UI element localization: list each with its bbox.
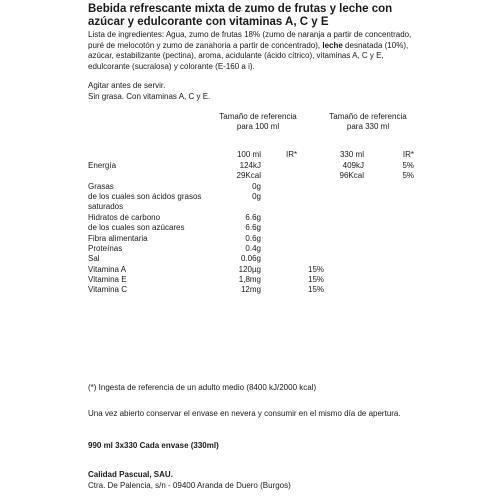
- table-row: [88, 234, 416, 244]
- subheader-ir-1: IR*: [286, 150, 298, 160]
- row-label: Energía: [88, 160, 117, 170]
- table-row: [88, 285, 416, 295]
- subheader-100ml: 100 ml: [236, 150, 261, 160]
- row-label: Vitamina C: [88, 285, 127, 295]
- row-ir-100ml: 15%: [308, 264, 325, 274]
- row-label: Proteínas: [88, 243, 123, 253]
- storage-instructions: Una vez abierto conservar el envase en nevera y consumir en el mismo día de apertura.: [88, 409, 401, 418]
- table-row: [88, 161, 416, 171]
- table-row: [88, 213, 416, 223]
- row-value-100ml: 0g: [252, 191, 261, 201]
- row-label: de los cuales son ácidos grasos: [88, 191, 202, 201]
- row-value-100ml: 0g: [252, 181, 261, 191]
- ingredients-allergen: leche: [322, 40, 343, 50]
- row-ir-100ml: 15%: [308, 285, 325, 295]
- header-100ml: Tamaño de referencia para 100 ml: [219, 112, 297, 132]
- row-value-100ml: 120µg: [238, 264, 261, 274]
- row-value-100ml: 1,8mg: [238, 275, 261, 285]
- company-name: Calidad Pascual, SAU.: [88, 470, 173, 479]
- ingredients-text-1: Lista de ingredientes: Agua, zumo de frutas 18% (zumo de naranja a partir de concentrado, puré de melocotón y zumo de zanahoria a partir de concentrado),: [88, 30, 412, 50]
- volume-info: 990 ml 3x330 Cada envase (330ml): [88, 441, 219, 450]
- row-ir-100ml: 15%: [308, 275, 325, 285]
- ingredients-text-2: desnatada (10%), azúcar, estabilizante (pectina), aroma, acidulante (ácido cítrico), vitaminas A, C y E, edulcorante (sucralosa) y colorante (E-160 a i).: [88, 40, 409, 71]
- table-row: [88, 275, 416, 285]
- company-address: Ctra. De Palencia, s/n - 09400 Aranda de Duero (Burgos): [88, 481, 291, 490]
- ingredients-list: [88, 30, 416, 72]
- table-row: [88, 182, 416, 192]
- subheader-330ml: 330 ml: [339, 150, 364, 160]
- table-row: [88, 223, 416, 233]
- row-ir-330ml: 5%: [402, 160, 414, 170]
- row-value-100ml: 12mg: [240, 285, 261, 295]
- header-330ml: Tamaño de referencia para 330 ml: [329, 112, 407, 132]
- product-title: Bebida refrescante mixta de zumo de frutas y leche con azúcar y edulcorante con vitaminas A, C y E: [88, 3, 393, 28]
- row-value-100ml: 124kJ: [239, 160, 261, 170]
- footnote: (*) Ingesta de referencia de un adulto medio (8400 kJ/2000 kcal): [88, 383, 317, 392]
- row-label: de los cuales son azúcares: [88, 223, 185, 233]
- fat-free-note: Sin grasa. Con vitaminas A, C y E.: [88, 91, 211, 101]
- row-ir-330ml: 5%: [402, 171, 414, 181]
- row-value-100ml: 0.6g: [245, 233, 261, 243]
- table-row: [88, 244, 416, 254]
- row-label: Sal: [88, 254, 100, 264]
- row-value-330ml: 409kJ: [342, 160, 364, 170]
- subheader-ir-2: IR*: [402, 150, 414, 160]
- row-label: Vitamina A: [88, 264, 127, 274]
- row-value-100ml: 6.6g: [245, 212, 261, 222]
- row-label: Hidratos de carbono: [88, 212, 161, 222]
- row-value-100ml: 29Kcal: [236, 171, 261, 181]
- nutrition-table: [88, 161, 416, 296]
- row-label: Grasas: [88, 181, 114, 191]
- row-label: saturados: [88, 202, 124, 212]
- table-subheader: [88, 150, 416, 160]
- row-value-100ml: 0.4g: [245, 243, 261, 253]
- table-row: [88, 192, 416, 202]
- table-header: [88, 112, 416, 144]
- row-value-100ml: 6.6g: [245, 223, 261, 233]
- row-value-330ml: 96Kcal: [339, 171, 364, 181]
- row-label: Vitamina E: [88, 275, 127, 285]
- row-value-100ml: 0.06g: [240, 254, 261, 264]
- table-row: [88, 202, 416, 212]
- table-row: [88, 171, 416, 181]
- row-label: Fibra alimentaria: [88, 233, 148, 243]
- nutrition-label: [78, 0, 422, 500]
- shake-note: Agitar antes de servir.: [88, 81, 166, 91]
- table-row: [88, 265, 416, 275]
- table-row: [88, 254, 416, 264]
